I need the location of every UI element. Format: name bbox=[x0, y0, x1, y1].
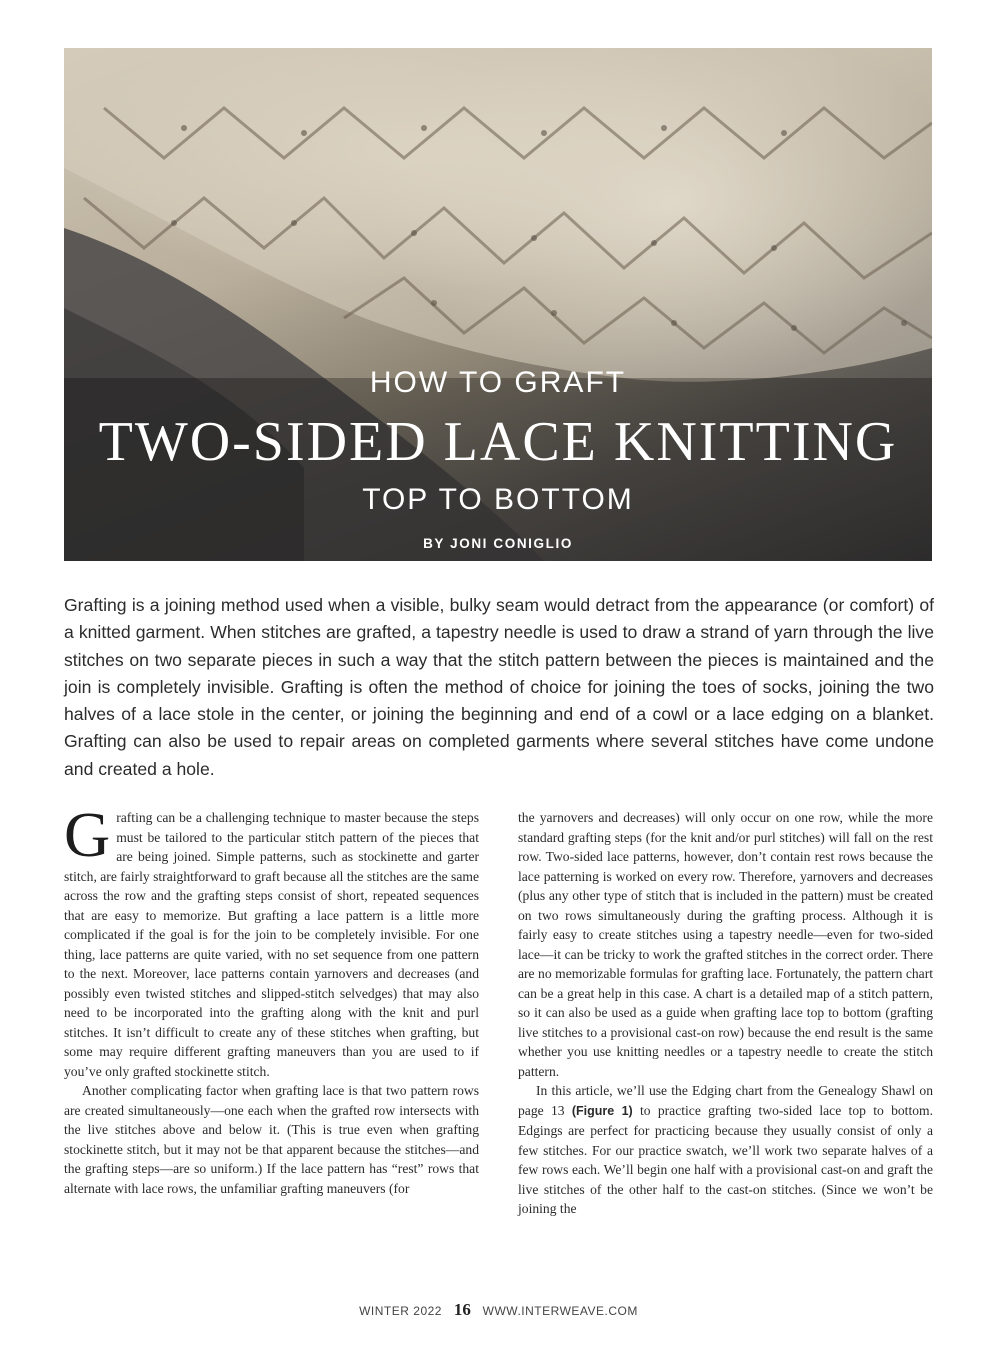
hero-photo bbox=[64, 48, 932, 561]
body-paragraph: Another complicating factor when grafting lace is that two pattern rows are created simultaneously—one each when the grafted row intersects with the live stitches above and below it. (This is true even when grafting stockinette stitch, but it may not be that apparent because the stitches—and the grafting steps—are so uniform.) If the lace pattern has “rest” rows that alternate with lace rows, the unfamiliar grafting maneuvers (for bbox=[64, 1083, 479, 1196]
body-column-right bbox=[518, 808, 933, 1219]
article-kicker: HOW TO GRAFT bbox=[369, 366, 627, 399]
issue-label: WINTER 2022 bbox=[359, 1304, 442, 1318]
body-paragraph bbox=[64, 799, 479, 1081]
article-title: TWO-SIDED LACE KNITTING bbox=[98, 411, 898, 473]
body-paragraph: the yarnovers and decreases) will only occur on one row, while the more standard grafting steps (for the knit and/or purl stitches) will fall on the rest row. Two-sided lace patterns, however, don’t contain rest rows because the lace patterning is worked on every row. Therefore, yarnovers and decreases (plus any other type of stitch that is included in the pattern) must be created on two rows simultaneously during the grafting process. Although it is fairly easy to create stitches using a tapestry needle—even for two-sided lace—it can be tricky to work the grafted stitches in the correct order. There are no memorizable formulas for grafting lace. Fortunately, the pattern chart can be a great help in this case. A chart is a detailed map of a stitch pattern, so it can also be used as a guide when grafting lace top to bottom (grafting live stitches to a provisional cast-on row) because the end result is the same whether you use knitting needles or a tapestry needle to create the stitch pattern. bbox=[518, 810, 933, 1079]
body-paragraph bbox=[518, 1081, 933, 1219]
article-subtitle: TOP TO BOTTOM bbox=[362, 483, 634, 516]
body-column-left bbox=[64, 799, 479, 1198]
author-byline: BY JONI CONIGLIO bbox=[423, 536, 573, 551]
paragraph-text: to practice grafting two-sided lace top to bottom. Edgings are perfect for practicing because they usually consist of only a few stitches. For our practice swatch, we’ll work two separate halves of a few rows each. We’ll begin one half with a provisional cast-on and graft the live stitches of the other half to the cast-on stitches. (Since we won’t be joining the bbox=[518, 1102, 933, 1216]
figure-reference: (Figure 1) bbox=[571, 1103, 633, 1118]
paragraph-text: rafting can be a challenging technique to master because the steps must be tailored to the particular stitch pattern of the pieces that are being joined. Simple patterns, such as stockinette and garter stitch, are fairly straightforward to graft because all the stitches are the same across the row and the grafting steps consist of short, repeated sequences that are easy to memorize. But grafting a lace pattern is a little more complicated if the goal is for the join to be completely invisible. For one thing, lace patterns are quite varied, with no set sequence from one pattern to the next. Moreover, lace patterns contain yarnovers and decreases (and possibly even twisted stitches and slipped-stitch selvedges) that may also need to be incorporated into the grafting along with the knit and purl stitches. It isn’t difficult to create any of these stitches when grafting, but some may require different grafting maneuvers than you are used to if you’ve only grafted stockinette stitch. bbox=[64, 810, 479, 1079]
intro-deck: Grafting is a joining method used when a visible, bulky seam would detract from the appearance (or comfort) of a knitted garment. When stitches are grafted, a tapestry needle is used to draw a strand of yarn through the live stitches on two separate pieces in such a way that the stitch pattern between the pieces is maintained and the join is completely invisible. Grafting is often the method of choice for joining the toes of socks, joining the two halves of a lace stole in the center, or joining the beginning and end of a cowl or a lace edging on a blanket. Grafting can also be used to repair areas on completed garments where several stitches have come undone and created a hole. bbox=[64, 595, 934, 779]
drop-cap: G bbox=[64, 799, 111, 870]
website-link[interactable]: WWW.INTERWEAVE.COM bbox=[482, 1304, 638, 1318]
page-number: 16 bbox=[453, 1300, 471, 1319]
paragraph-text: In this article, we’ll use the Edging chart from the Genealogy Shawl on page 13 bbox=[518, 1083, 933, 1118]
page-footer bbox=[0, 1300, 997, 1320]
